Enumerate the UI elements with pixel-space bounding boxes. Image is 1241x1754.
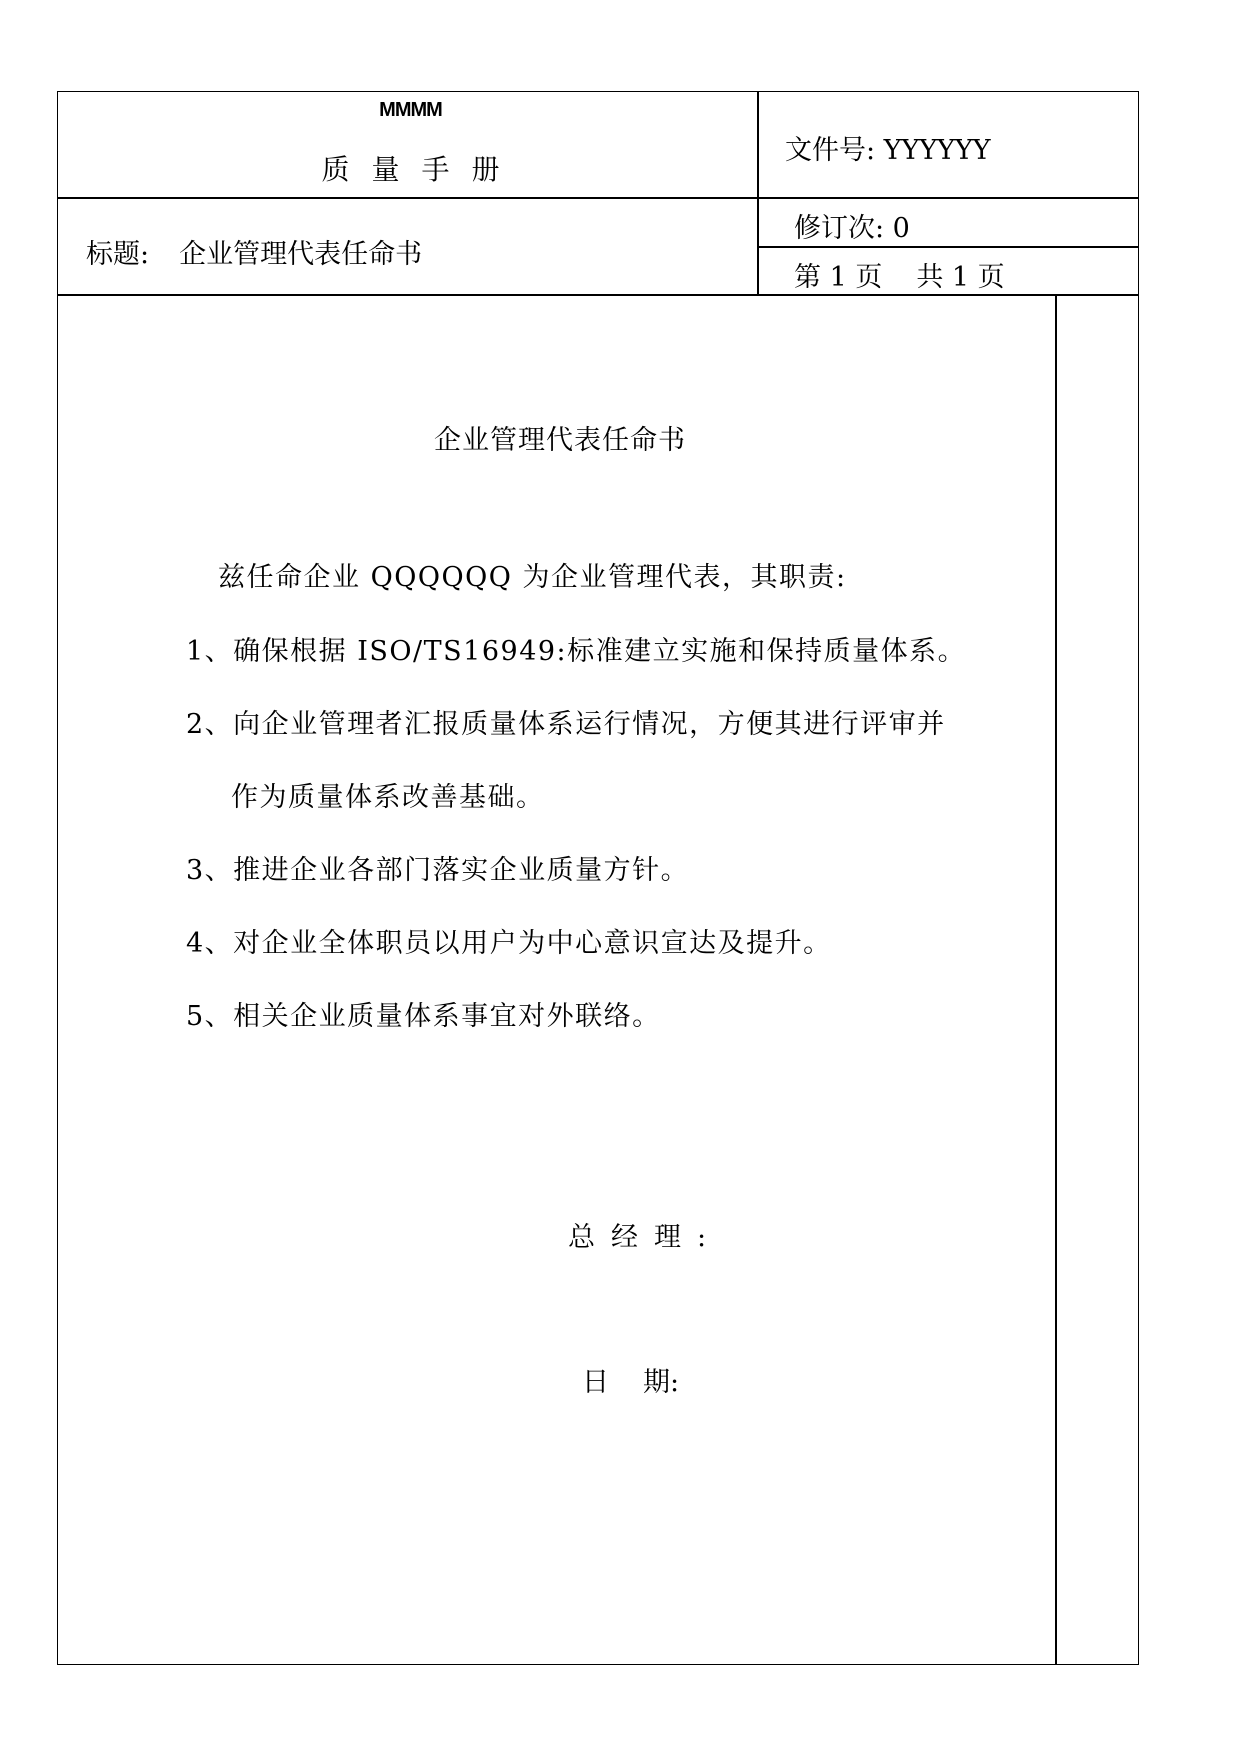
body-margin-line — [1055, 294, 1057, 1665]
duty-item-continuation: 作为质量体系改善基础。 — [231, 782, 545, 813]
header-divider-1 — [57, 197, 1139, 199]
date-label — [582, 1360, 679, 1399]
manual-title: 质量手册 — [321, 153, 522, 186]
company-name: MMMM — [379, 99, 442, 121]
document-number: 文件号: YYYYYY — [785, 135, 991, 166]
page-total: 共 1 页 — [916, 262, 1005, 293]
title-label: 标题: — [86, 239, 150, 270]
duty-item: 5、相关企业质量体系事宜对外联络。 — [186, 1001, 661, 1032]
revision-number: 修订次: 0 — [794, 213, 910, 244]
page-current: 第 1 页 — [794, 262, 883, 293]
appointment-statement: 兹任命企业 QQQQQQ 为企业管理代表，其职责: — [218, 562, 847, 593]
duty-item: 3、推进企业各部门落实企业质量方针。 — [186, 855, 690, 886]
duty-item: 4、对企业全体职员以用户为中心意识宣达及提升。 — [186, 928, 832, 959]
duty-item: 1、确保根据 ISO/TS16949:标准建立实施和保持质量体系。 — [186, 636, 967, 667]
date-label-part-1: 日 — [582, 1367, 609, 1398]
document-heading: 企业管理代表任命书 — [434, 425, 686, 456]
page-indicator — [794, 255, 1005, 294]
title-value: 企业管理代表任命书 — [179, 239, 423, 270]
date-label-part-2: 期: — [643, 1367, 680, 1398]
header-divider-2 — [757, 246, 1139, 248]
document-title — [86, 232, 422, 271]
header-divider-3 — [57, 294, 1139, 296]
duty-item: 2、向企业管理者汇报质量体系运行情况，方便其进行评审并 — [186, 709, 946, 740]
general-manager-signature-label: 总经理: — [568, 1222, 723, 1253]
